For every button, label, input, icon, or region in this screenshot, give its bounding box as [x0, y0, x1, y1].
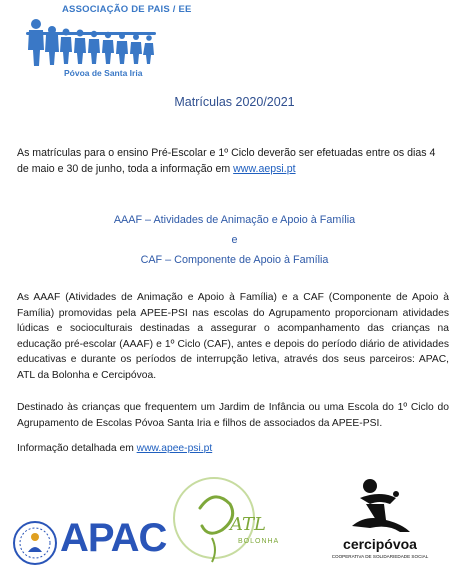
association-location: Póvoa de Santa Iria	[64, 68, 143, 78]
children-figures-icon	[22, 16, 162, 68]
intro-paragraph	[17, 145, 447, 177]
apac-logo	[12, 516, 172, 568]
info-text: Informação detalhada em	[17, 443, 137, 454]
page-title: Matrículas 2020/2021	[174, 95, 295, 109]
intro-text: As matrículas para o ensino Pré-Escolar e 1º Ciclo deverão ser efetuadas entre os dias 4 de maio e 30 de junho, toda a informação em	[17, 147, 436, 175]
eligibility-paragraph: Destinado às crianças que frequentem um Jardim de Infância ou uma Escola do 1º Ciclo do Agrupamento de Escolas Póvoa Santa Iria e filhos de associados da APEE-PSI.	[17, 402, 449, 429]
section-headings	[0, 210, 469, 270]
heading-caf: CAF – Componente de Apoio à Família	[140, 254, 329, 266]
cercipovoa-logo	[330, 476, 440, 568]
atl-logo	[172, 468, 302, 568]
cercipovoa-figure-icon	[330, 476, 430, 536]
heading-conjunction: e	[231, 234, 238, 246]
association-title: ASSOCIAÇÃO DE PAIS / EE	[62, 4, 192, 15]
cercipovoa-name: cercipóvoa	[343, 536, 417, 552]
info-paragraph	[17, 441, 449, 457]
cercipovoa-subtitle: COOPERATIVA DE SOLIDARIEDADE SOCIAL	[331, 554, 429, 559]
association-logo	[22, 2, 192, 88]
description-paragraph: As AAAF (Atividades de Animação e Apoio à Família) e a CAF (Componente de Apoio à Família) promovidas pela APEE-PSI nas escolas do Agrupamento proporcionam atividades lúdicas e socioculturais destinadas a assegurar o acompanhamento das crianças na educação pré-escolar (AAAF) e 1º Ciclo (CAF), antes e depois do período diário de atividades educativas e durante os períodos de interrupção letiva, através dos seus parceiros: APAC, ATL da Bolonha e Cercipóvoa.	[17, 292, 449, 381]
atl-subtitle: BOLONHA	[238, 538, 280, 545]
apee-psi-link[interactable]: www.apee-psi.pt	[136, 443, 213, 454]
heading-aaaf: AAAF – Atividades de Animação e Apoio à Família	[113, 214, 356, 226]
aepsi-link[interactable]: www.aepsi.pt	[233, 163, 296, 175]
apac-emblem-icon	[12, 520, 58, 566]
atl-name: ATL	[230, 514, 266, 535]
apac-name: APAC	[60, 516, 167, 560]
